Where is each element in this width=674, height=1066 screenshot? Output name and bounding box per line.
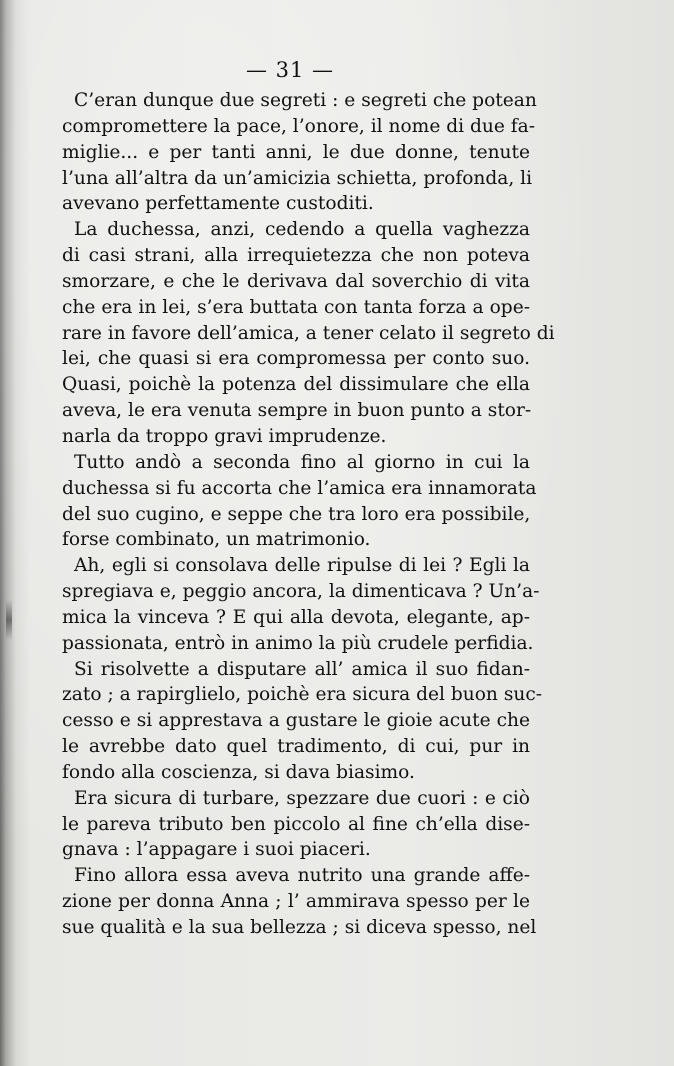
text-line: narla da troppo gravi imprudenze. (62, 425, 387, 447)
text-line: le avrebbe dato quel tradimento, di cui, pur in (62, 736, 530, 758)
text-line: La duchessa, anzi, cedendo a quella vaghezza (74, 219, 530, 241)
text-line: Ah, egli si consolava delle ripulse di lei ? Egli la (74, 555, 530, 577)
text-line: fondo alla coscienza, si dava biasimo. (62, 761, 415, 783)
text-line: duchessa si fu accorta che l’amica era innamorata (62, 477, 537, 499)
text-line: avevano perfettamente custoditi. (62, 193, 374, 215)
text-line: rare in favore dell’amica, a tener celato il segreto di (62, 322, 555, 344)
text-line: l’una all’altra da un’amicizia schietta, profonda, li (62, 167, 533, 189)
text-line: aveva, le era venuta sempre in buon punto a stor- (62, 400, 532, 422)
text-line: zato ; a rapirglielo, poichè era sicura del buon suc- (62, 684, 543, 706)
text-line: Quasi, poichè la potenza del dissimulare che ella (62, 374, 530, 396)
text-line: le pareva tributo ben piccolo al fine ch’ella dise- (62, 813, 530, 835)
text-line: di casi strani, alla irrequietezza che non poteva (62, 245, 530, 267)
page-number: — 31 — (245, 58, 335, 82)
text-line: smorzare, e che le derivava dal soverchio di vita (62, 270, 530, 292)
body-text (62, 88, 555, 941)
text-line: Tutto andò a seconda fino al giorno in cui la (74, 451, 530, 473)
text-line: mica la vinceva ? E qui alla devota, elegante, ap- (62, 606, 530, 628)
text-line: del suo cugino, e seppe che tra loro era possibile, (62, 503, 531, 525)
text-line: sue qualità e la sua bellezza ; si diceva spesso, nel (62, 917, 537, 938)
text-line: C’eran dunque due segreti : e segreti che potean (74, 90, 537, 111)
text-line: passionata, entrò in animo la più crudele perfidia. (62, 632, 534, 654)
text-line: zione per donna Anna ; l’ ammirava spesso per le (62, 891, 530, 913)
binding-shadow-mark (6, 600, 12, 640)
text-line: forse combinato, un matrimonio. (62, 529, 371, 551)
text-line: lei, che quasi si era compromessa per conto suo. (62, 348, 530, 370)
text-line: gnava : l’appagare i suoi piaceri. (62, 839, 371, 861)
text-line: miglie... e per tanti anni, le due donne, tenute (62, 141, 530, 163)
text-line: spregiava e, peggio ancora, la dimenticava ? Un’a- (62, 581, 540, 603)
text-line: compromettere la pace, l’onore, il nome di due fa- (62, 115, 536, 137)
text-line: Si risolvette a disputare all’ amica il suo fidan- (74, 658, 530, 680)
text-line: Era sicura di turbare, spezzare due cuori : e ciò (74, 787, 530, 809)
text-line: Fino allora essa aveva nutrito una grande affe- (74, 865, 530, 887)
text-line: cesso e si apprestava a gustare le gioie acute che (62, 710, 530, 732)
text-line: che era in lei, s’era buttata con tanta forza a ope- (62, 296, 530, 318)
